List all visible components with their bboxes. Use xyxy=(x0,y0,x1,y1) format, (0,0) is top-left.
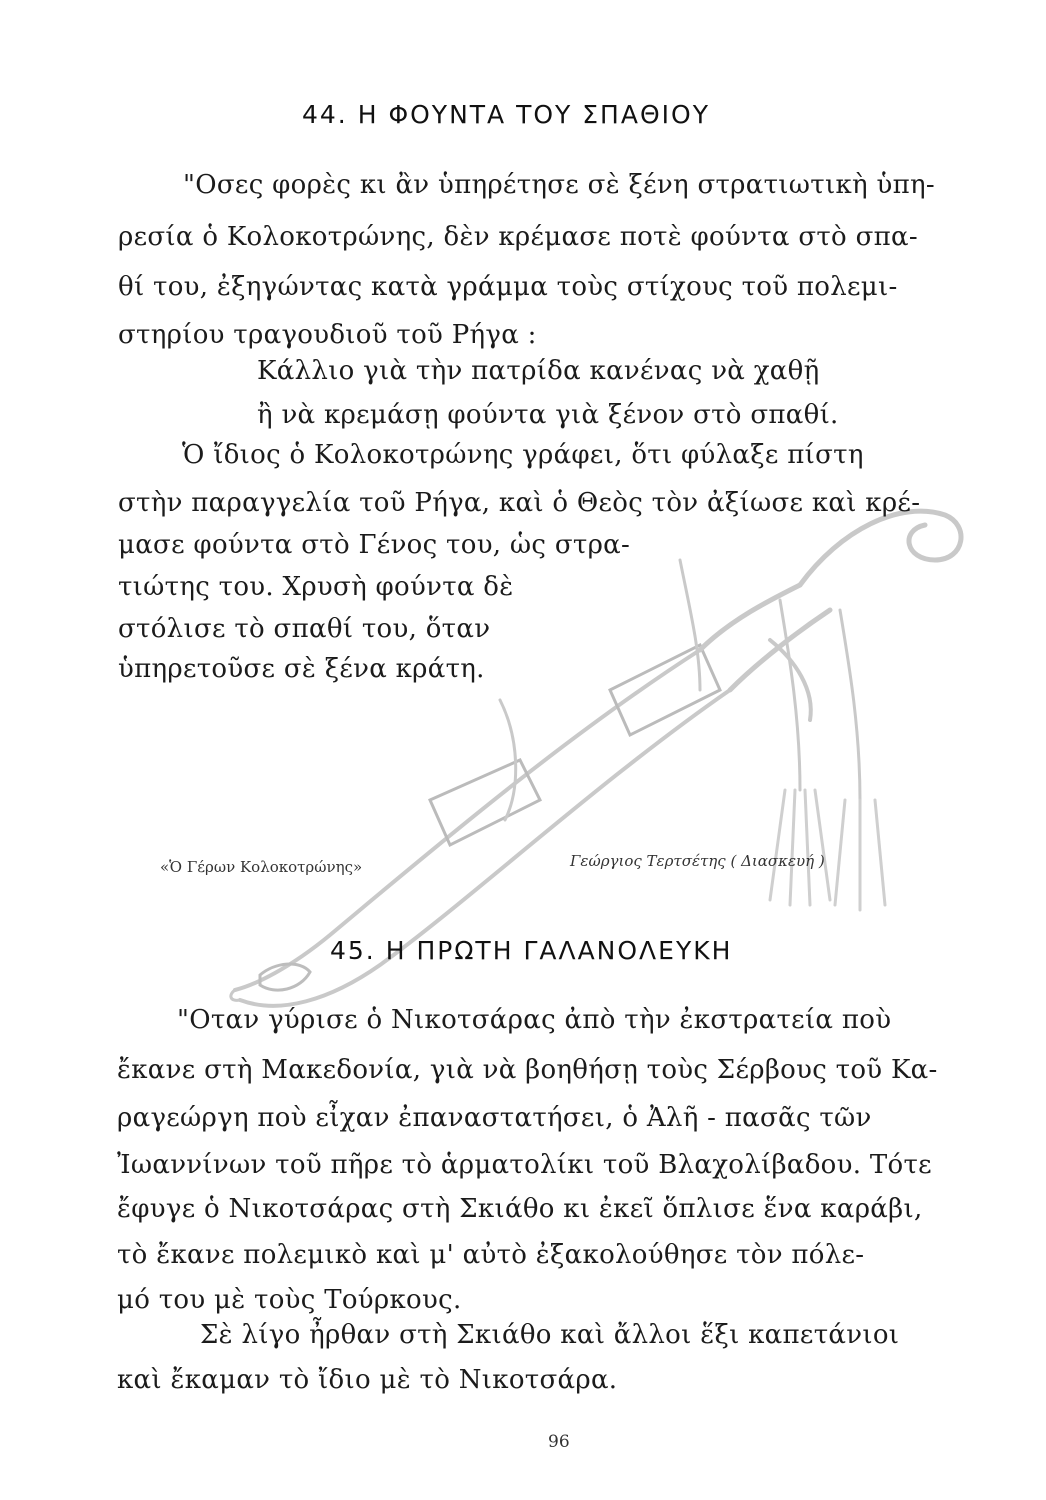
section-45-line: μό του μὲ τοὺς Τούρκους. xyxy=(117,1285,462,1315)
illustration-caption-right: Γεώργιος Τερτσέτης ( Διασκευή ) xyxy=(570,852,825,870)
section-44-line: θί του, ἐξηγώντας κατὰ γράμμα τοὺς στίχους τοῦ πολεμι- xyxy=(118,272,898,302)
section-45-line: ἔκανε στὴ Μακεδονία, γιὰ νὰ βοηθήσῃ τοὺς Σέρβους τοῦ Κα- xyxy=(117,1055,938,1085)
section-45-line: τὸ ἔκανε πολεμικὸ καὶ μ' αὐτὸ ἐξακολούθησε τὸν πόλε- xyxy=(117,1240,865,1270)
section-44-line: στὴν παραγγελία τοῦ Ρήγα, καὶ ὁ Θεὸς τὸν ἀξίωσε καὶ κρέ- xyxy=(118,488,921,518)
section-45-line: Ἰωαννίνων τοῦ πῆρε τὸ ἁρματολίκι τοῦ Βλαχολίβαδου. Τότε xyxy=(117,1150,932,1180)
section-45-line: Σὲ λίγο ἦρθαν στὴ Σκιάθο καὶ ἄλλοι ἕξι καπετάνιοι xyxy=(200,1320,900,1350)
verse-line: ἢ νὰ κρεμάσῃ φούντα γιὰ ξένον στὸ σπαθί. xyxy=(257,400,839,430)
section-44-line: τιώτης του. Χρυσὴ φούντα δὲ xyxy=(118,572,514,602)
section-45-line: "Οταν γύρισε ὁ Νικοτσάρας ἀπὸ τὴν ἐκστρατεία ποὺ xyxy=(177,1005,892,1035)
section-44-line: μασε φούντα στὸ Γένος του, ὡς στρα- xyxy=(118,530,631,560)
page-number: 96 xyxy=(548,1432,570,1452)
section-44-line: Ὁ ἴδιος ὁ Κολοκοτρώνης γράφει, ὅτι φύλαξε πίστη xyxy=(182,440,864,470)
section-44-line: στηρίου τραγουδιοῦ τοῦ Ρήγα : xyxy=(118,320,537,350)
illustration-caption-left: «Ὁ Γέρων Κολοκοτρώνης» xyxy=(160,858,363,876)
section-45-line: ἔφυγε ὁ Νικοτσάρας στὴ Σκιάθο κι ἐκεῖ ὅπλισε ἕνα καράβι, xyxy=(117,1194,923,1224)
section-44-title: 44. Η ΦΟΥΝΤΑ ΤΟΥ ΣΠΑΘΙΟΥ xyxy=(302,100,710,129)
section-45-line: ραγεώργη ποὺ εἶχαν ἐπαναστατήσει, ὁ Ἀλῆ - πασᾶς τῶν xyxy=(117,1103,872,1133)
section-45-line: καὶ ἔκαμαν τὸ ἴδιο μὲ τὸ Νικοτσάρα. xyxy=(117,1365,618,1395)
section-44-line: ὑπηρετοῦσε σὲ ξένα κράτη. xyxy=(118,654,485,684)
verse-line: Κάλλιο γιὰ τὴν πατρίδα κανένας νὰ χαθῇ xyxy=(257,356,820,386)
section-44-line: "Οσες φορὲς κι ἂν ὑπηρέτησε σὲ ξένη στρατιωτικὴ ὑπη- xyxy=(183,170,935,200)
section-44-line: στόλισε τὸ σπαθί του, ὅταν xyxy=(118,614,491,644)
section-45-title: 45. Η ΠΡΩΤΗ ΓΑΛΑΝΟΛΕΥΚΗ xyxy=(330,936,733,965)
section-44-line: ρεσία ὁ Κολοκοτρώνης, δὲν κρέμασε ποτὲ φούντα στὸ σπα- xyxy=(118,222,918,252)
